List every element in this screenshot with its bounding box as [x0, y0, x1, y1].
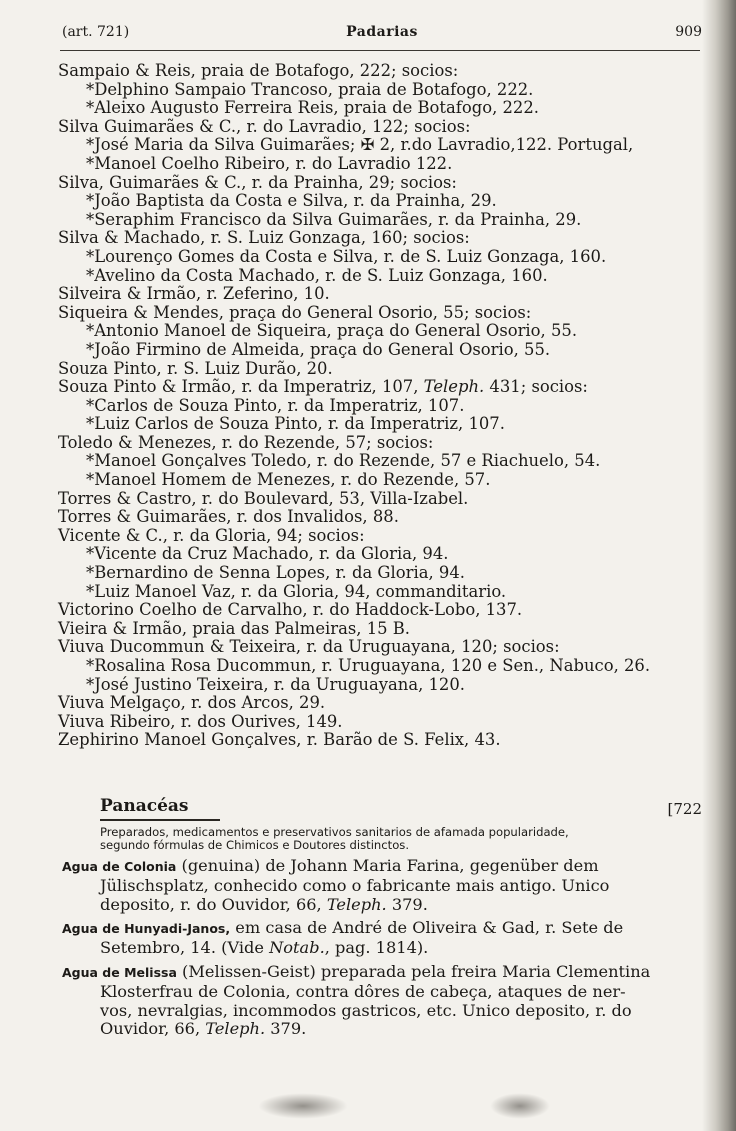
partner-line: *José Maria da Silva Guimarães; ✠ 2, r.do Lavradio,122. Portugal, [86, 135, 634, 155]
teleph-label: Teleph. [423, 377, 485, 397]
firm-line: Siqueira & Mendes, praça do General Osorio, 55; socios: [58, 302, 532, 322]
entry-agua-melissa [62, 963, 702, 1039]
partner-line: *Vicente da Cruz Machado, r. da Gloria, 94. [86, 544, 449, 564]
partner-line: *Avelino da Costa Machado, r. de S. Luiz Gonzaga, 160. [86, 265, 548, 285]
partner-line: *João Firmino de Almeida, praça do General Osorio, 55. [86, 339, 551, 359]
firm-line: Silva Guimarães & C., r. do Lavradio, 122; socios: [58, 116, 471, 136]
entry-text: Setembro, 14. (Vide [100, 938, 264, 958]
page-number: 909 [675, 24, 702, 40]
entry-text: vos, nevralgias, incommodos gastricos, etc. Unico deposito, r. do [100, 1000, 632, 1020]
intro-line: segundo fórmulas de Chimicos e Doutores distinctos. [100, 838, 410, 852]
section-title: Panacéas [100, 796, 189, 816]
page-title: Padarias [346, 24, 418, 40]
firm-line: Torres & Guimarães, r. dos Invalidos, 88. [58, 507, 399, 527]
section-heading [62, 796, 702, 822]
teleph-label: Teleph. [205, 1019, 266, 1039]
partner-line: *João Baptista da Costa e Silva, r. da Prainha, 29. [86, 191, 497, 211]
entry-text: deposito, r. do Ouvidor, 66, [100, 894, 322, 914]
section-number: [722 [667, 800, 702, 818]
firm-line: Souza Pinto & Irmão, r. da Imperatriz, 107, Teleph. 431; socios: [58, 377, 588, 397]
panaceas-section [62, 796, 702, 1039]
ink-smudge [258, 1093, 348, 1119]
partner-line: *Luiz Carlos de Souza Pinto, r. da Imperatriz, 107. [86, 414, 505, 434]
firm-line: Vieira & Irmão, praia das Palmeiras, 15 B. [58, 618, 411, 638]
partner-line: *Lourenço Gomes da Costa e Silva, r. de S. Luiz Gonzaga, 160. [86, 246, 607, 266]
ink-smudge [490, 1093, 550, 1119]
firm-line: Viuva Ribeiro, r. dos Ourives, 149. [58, 711, 343, 731]
firm-line: Souza Pinto, r. S. Luiz Durão, 20. [58, 358, 333, 378]
firm-line: Zephirino Manoel Gonçalves, r. Barão de S. Felix, 43. [58, 730, 501, 750]
product-name: Agua de Melissa [62, 964, 177, 980]
page-header [62, 24, 702, 44]
partner-line: *Manoel Gonçalves Toledo, r. do Rezende, 57 e Riachuelo, 54. [86, 451, 601, 471]
firm-line: Toledo & Menezes, r. do Rezende, 57; socios: [58, 432, 434, 452]
header-rule [60, 50, 700, 51]
partner-line: *Manoel Coelho Ribeiro, r. do Lavradio 122. [86, 153, 453, 173]
firm-line: Viuva Ducommun & Teixeira, r. da Uruguayana, 120; socios: [58, 637, 560, 657]
section-intro [62, 826, 702, 852]
partner-line: *Aleixo Augusto Ferreira Reis, praia de Botafogo, 222. [86, 98, 539, 118]
entry-text: 379. [270, 1019, 307, 1039]
partner-line: *Seraphim Francisco da Silva Guimarães, r. da Prainha, 29. [86, 209, 582, 229]
entry-text: em casa de André de Oliveira & Gad, r. Sete de [235, 918, 624, 938]
partner-line: *Luiz Manoel Vaz, r. da Gloria, 94, commanditario. [86, 581, 507, 601]
firm-line: Victorino Coelho de Carvalho, r. do Haddock-Lobo, 137. [58, 600, 523, 620]
entry-text: Jülischsplatz, conhecido como o fabricante mais antigo. Unico [100, 875, 610, 895]
entry-text: (genuina) de Johann Maria Farina, gegenüber dem [181, 856, 599, 875]
partner-line: *Rosalina Rosa Ducommun, r. Uruguayana, 120 e Sen., Nabuco, 26. [86, 656, 651, 675]
notab-ref: Notab. [269, 938, 325, 958]
partner-line: *Carlos de Souza Pinto, r. da Imperatriz, 107. [86, 395, 465, 415]
firm-line: Silveira & Irmão, r. Zeferino, 10. [58, 284, 330, 304]
partner-line: *Delphino Sampaio Trancoso, praia de Botafogo, 222. [86, 79, 534, 99]
firm-line: Vicente & C., r. da Gloria, 94; socios: [58, 525, 365, 545]
firm-line: Viuva Melgaço, r. dos Arcos, 29. [58, 693, 326, 713]
partner-line: *José Justino Teixeira, r. da Uruguayana, 120. [86, 674, 465, 694]
entry-agua-colonia [62, 857, 702, 914]
entry-text: (Melissen-Geist) preparada pela freira Maria Clementina [182, 961, 651, 981]
entry-text: 379. [391, 894, 428, 914]
partner-line: *Antonio Manoel de Siqueira, praça do General Osorio, 55. [86, 321, 578, 341]
article-ref: (art. 721) [62, 24, 130, 40]
intro-line: Preparados, medicamentos e preservativos sanitarios de afamada popularidade, [100, 825, 569, 839]
partner-line: *Manoel Homem de Menezes, r. do Rezende, 57. [86, 470, 491, 490]
partner-line: *Bernardino de Senna Lopes, r. da Gloria, 94. [86, 563, 465, 583]
product-name: Agua de Colonia [62, 859, 177, 874]
product-name: Agua de Hunyadi-Janos, [62, 921, 231, 937]
firm-line: Sampaio & Reis, praia de Botafogo, 222; socios: [58, 61, 459, 80]
entry-list [58, 62, 708, 750]
firm-line: Silva, Guimarães & C., r. da Prainha, 29; socios: [58, 172, 457, 192]
entry-text: , pag. 1814). [324, 938, 429, 958]
teleph-label: Teleph. [326, 894, 387, 914]
entry-text: Klosterfrau de Colonia, contra dôres de cabeça, ataques de ner- [100, 981, 626, 1001]
entry-agua-hunyadi [62, 919, 702, 958]
entry-text: Ouvidor, 66, [100, 1019, 201, 1039]
firm-line: Torres & Castro, r. do Boulevard, 53, Villa-Izabel. [58, 488, 469, 508]
firm-line: Silva & Machado, r. S. Luiz Gonzaga, 160; socios: [58, 228, 470, 248]
section-title-underline [100, 819, 220, 821]
